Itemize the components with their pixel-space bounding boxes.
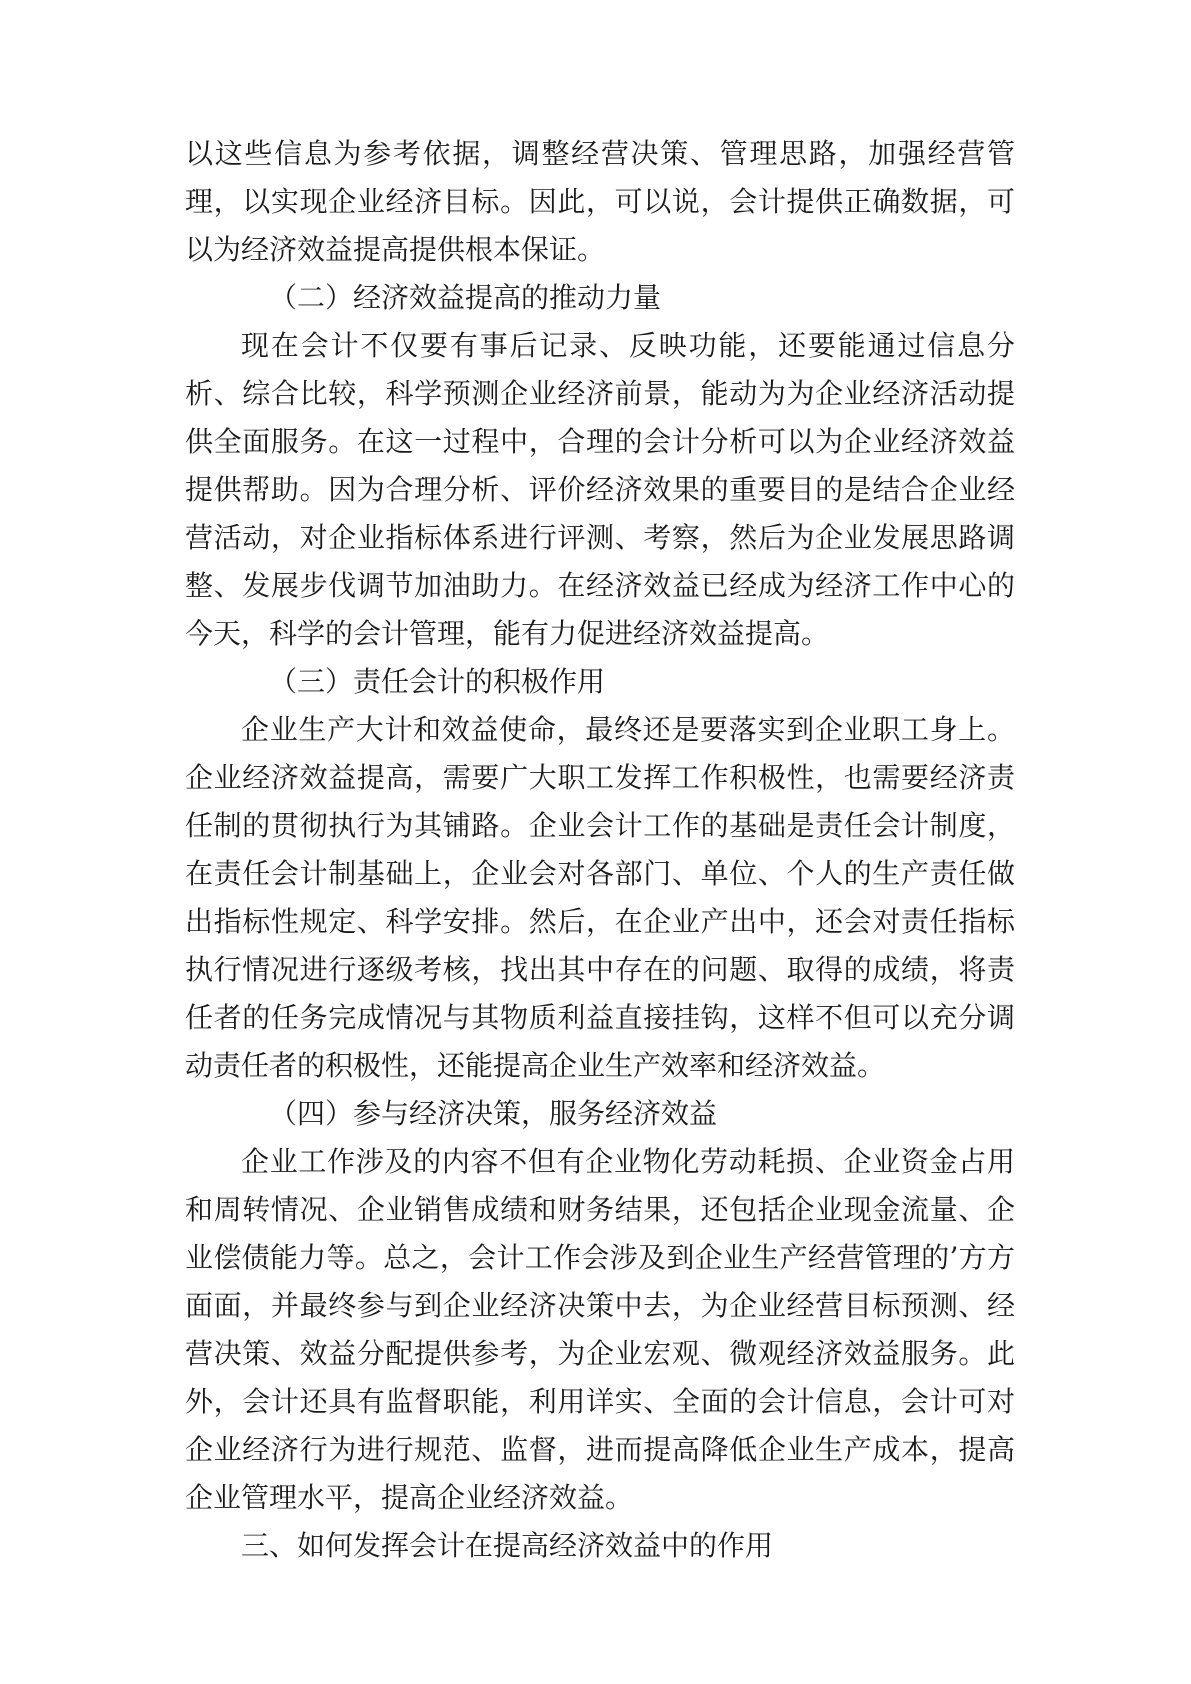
section-heading-2: （二）经济效益提高的推动力量 — [269, 281, 662, 314]
paragraph: 现在会计不仅要有事后记录、反映功能，还要能通过信息分析、综合比较，科学预测企业经济前景，能动为为企业经济活动提供全面服务。在这一过程中，合理的会计分析可以为企业经济效益提供帮助。因为合理分析、评价经济效果的重要目的是结合企业经营活动，对企业指标体系进行评测、考察，然后为企业发展思路调整、发展步伐调节加油助力。在经济效益已经成为经济工作中心的今天，科学的会计管理，能有力促进经济效益提高。 — [185, 329, 1015, 650]
document-body — [185, 130, 1015, 1570]
paragraph: 企业工作涉及的内容不但有企业物化劳动耗损、企业资金占用和周转情况、企业销售成绩和财务结果，还包括企业现金流量、企业偿债能力等。总之，会计工作会涉及到企业生产经营管理的’方方面面，并最终参与到企业经济决策中去，为企业经营目标预测、经营决策、效益分配提供参考，为企业宏观、微观经济效益服务。此外，会计还具有监督职能，利用详实、全面的会计信息，会计可对企业经济行为进行规范、监督，进而提高降低企业生产成本，提高企业管理水平，提高企业经济效益。 — [185, 1145, 1015, 1514]
section-heading-3: （三）责任会计的积极作用 — [269, 665, 606, 698]
section-heading-4: （四）参与经济决策，服务经济效益 — [269, 1097, 718, 1130]
paragraph-continued: 以这些信息为参考依据，调整经营决策、管理思路，加强经营管理，以实现企业经济目标。因此，可以说，会计提供正确数据，可以为经济效益提高提供根本保证。 — [185, 137, 1015, 266]
paragraph: 企业生产大计和效益使命，最终还是要落实到企业职工身上。企业经济效益提高，需要广大职工发挥工作积极性，也需要经济责任制的贯彻执行为其铺路。企业会计工作的基础是责任会计制度，在责任会计制基础上，企业会对各部门、单位、个人的生产责任做出指标性规定、科学安排。然后，在企业产出中，还会对责任指标执行情况进行逐级考核，找出其中存在的问题、取得的成绩，将责任者的任务完成情况与其物质利益直接挂钩，这样不但可以充分调动责任者的积极性，还能提高企业生产效率和经济效益。 — [185, 713, 1015, 1082]
chapter-heading-3: 三、如何发挥会计在提高经济效益中的作用 — [241, 1529, 774, 1562]
